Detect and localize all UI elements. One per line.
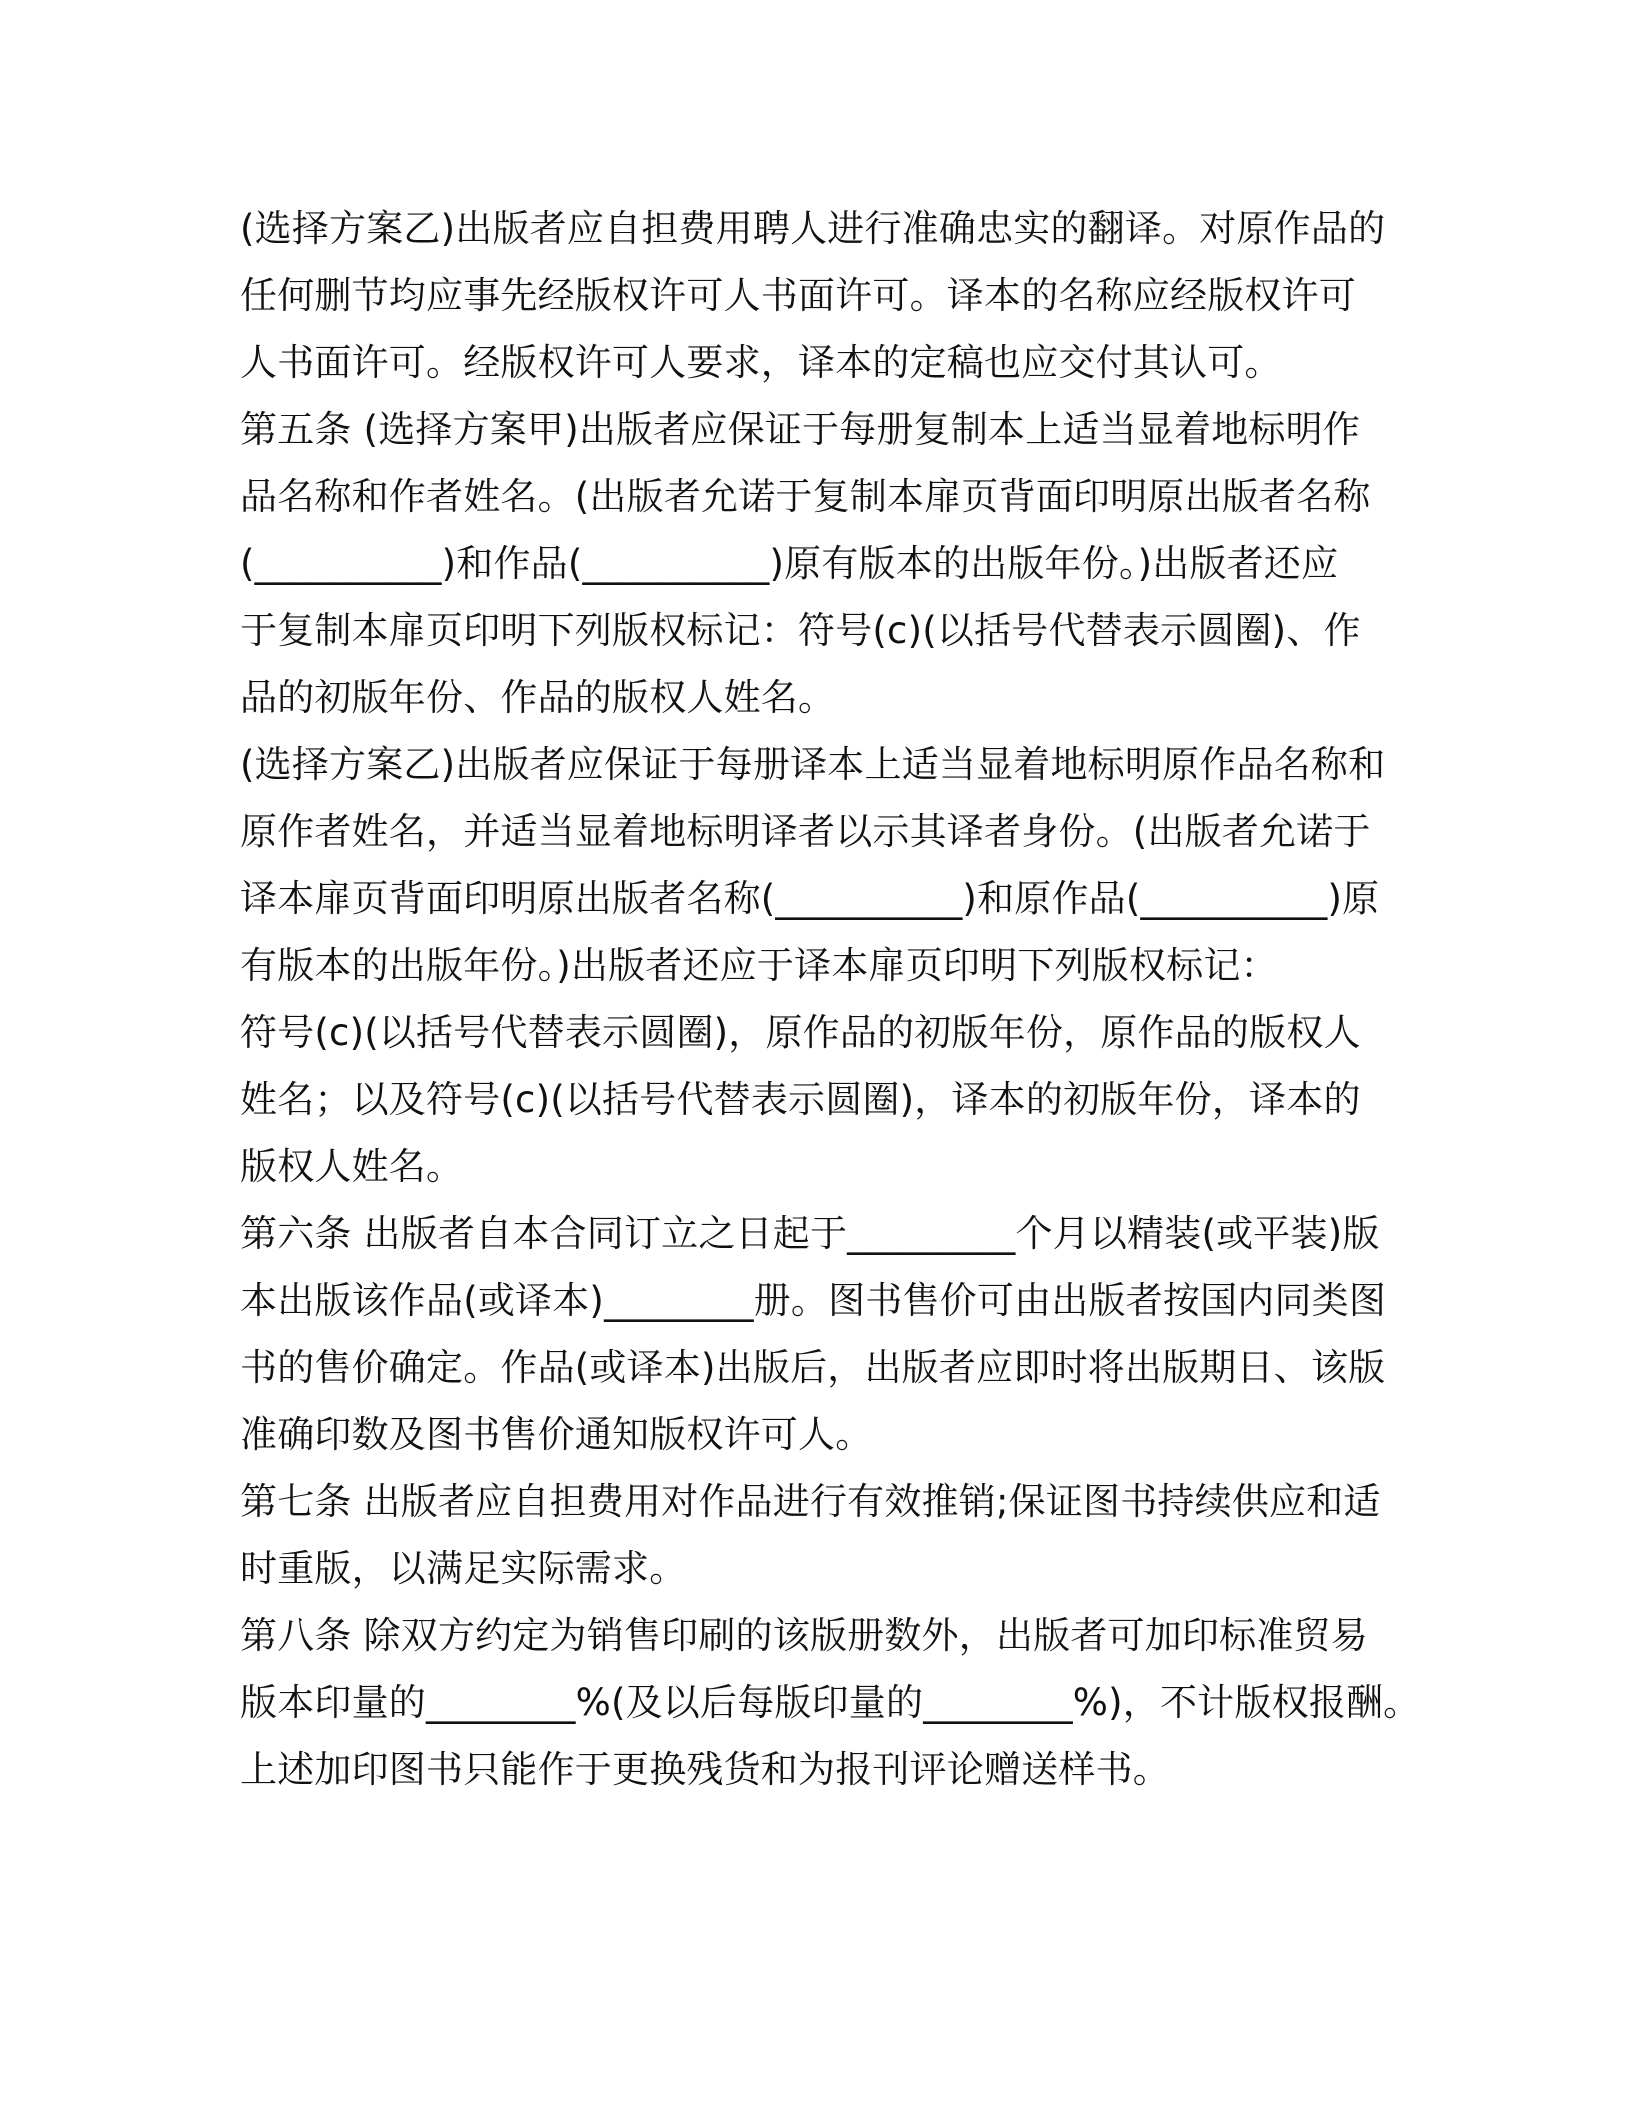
text-line: (选择方案乙)出版者应保证于每册译本上适当显着地标明原作品名称和 bbox=[240, 743, 1386, 786]
contract-text bbox=[240, 195, 1421, 1803]
text-line: 符号(c)(以括号代替表示圆圈)，原作品的初版年份，原作品的版权人 bbox=[240, 1011, 1361, 1054]
text-line: 于复制本扉页印明下列版权标记：符号(c)(以括号代替表示圆圈)、作 bbox=[240, 609, 1361, 652]
text-line: 任何删节均应事先经版权许可人书面许可。译本的名称应经版权许可 bbox=[240, 274, 1356, 317]
text-line: 时重版，以满足实际需求。 bbox=[240, 1547, 687, 1590]
text-line: 准确印数及图书售价通知版权许可人。 bbox=[240, 1413, 873, 1456]
text-line: 上述加印图书只能作于更换残货和为报刊评论赠送样书。 bbox=[240, 1748, 1170, 1791]
text-line: 品的初版年份、作品的版权人姓名。 bbox=[240, 676, 836, 719]
text-line: 版权人姓名。 bbox=[240, 1145, 464, 1188]
text-line: 姓名；以及符号(c)(以括号代替表示圆圈)，译本的初版年份，译本的 bbox=[240, 1078, 1361, 1121]
text-line: 书的售价确定。作品(或译本)出版后，出版者应即时将出版期日、该版 bbox=[240, 1346, 1386, 1389]
text-line: 译本扉页背面印明原出版者名称(__________)和原作品(__________)原 bbox=[240, 877, 1380, 920]
text-line: 第五条 (选择方案甲)出版者应保证于每册复制本上适当显着地标明作 bbox=[240, 408, 1361, 451]
text-line: 原作者姓名，并适当显着地标明译者以示其译者身份。(出版者允诺于 bbox=[240, 810, 1371, 853]
text-line: 版本印量的________%(及以后每版印量的________%)，不计版权报酬。 bbox=[240, 1681, 1421, 1724]
text-line: 第七条 出版者应自担费用对作品进行有效推销;保证图书持续供应和适 bbox=[240, 1480, 1381, 1523]
text-line: 本出版该作品(或译本)________册。图书售价可由出版者按国内同类图 bbox=[240, 1279, 1387, 1322]
text-line: 第六条 出版者自本合同订立之日起于_________个月以精装(或平装)版 bbox=[240, 1212, 1380, 1255]
text-line: 品名称和作者姓名。(出版者允诺于复制本扉页背面印明原出版者名称 bbox=[240, 475, 1371, 518]
text-line: (选择方案乙)出版者应自担费用聘人进行准确忠实的翻译。对原作品的 bbox=[240, 207, 1386, 250]
text-line: 人书面许可。经版权许可人要求，译本的定稿也应交付其认可。 bbox=[240, 341, 1282, 384]
text-line: 第八条 除双方约定为销售印刷的该版册数外，出版者可加印标准贸易 bbox=[240, 1614, 1368, 1657]
text-line: 有版本的出版年份。)出版者还应于译本扉页印明下列版权标记： bbox=[240, 944, 1278, 987]
text-line: (__________)和作品(__________)原有版本的出版年份。)出版者还应 bbox=[240, 542, 1339, 585]
